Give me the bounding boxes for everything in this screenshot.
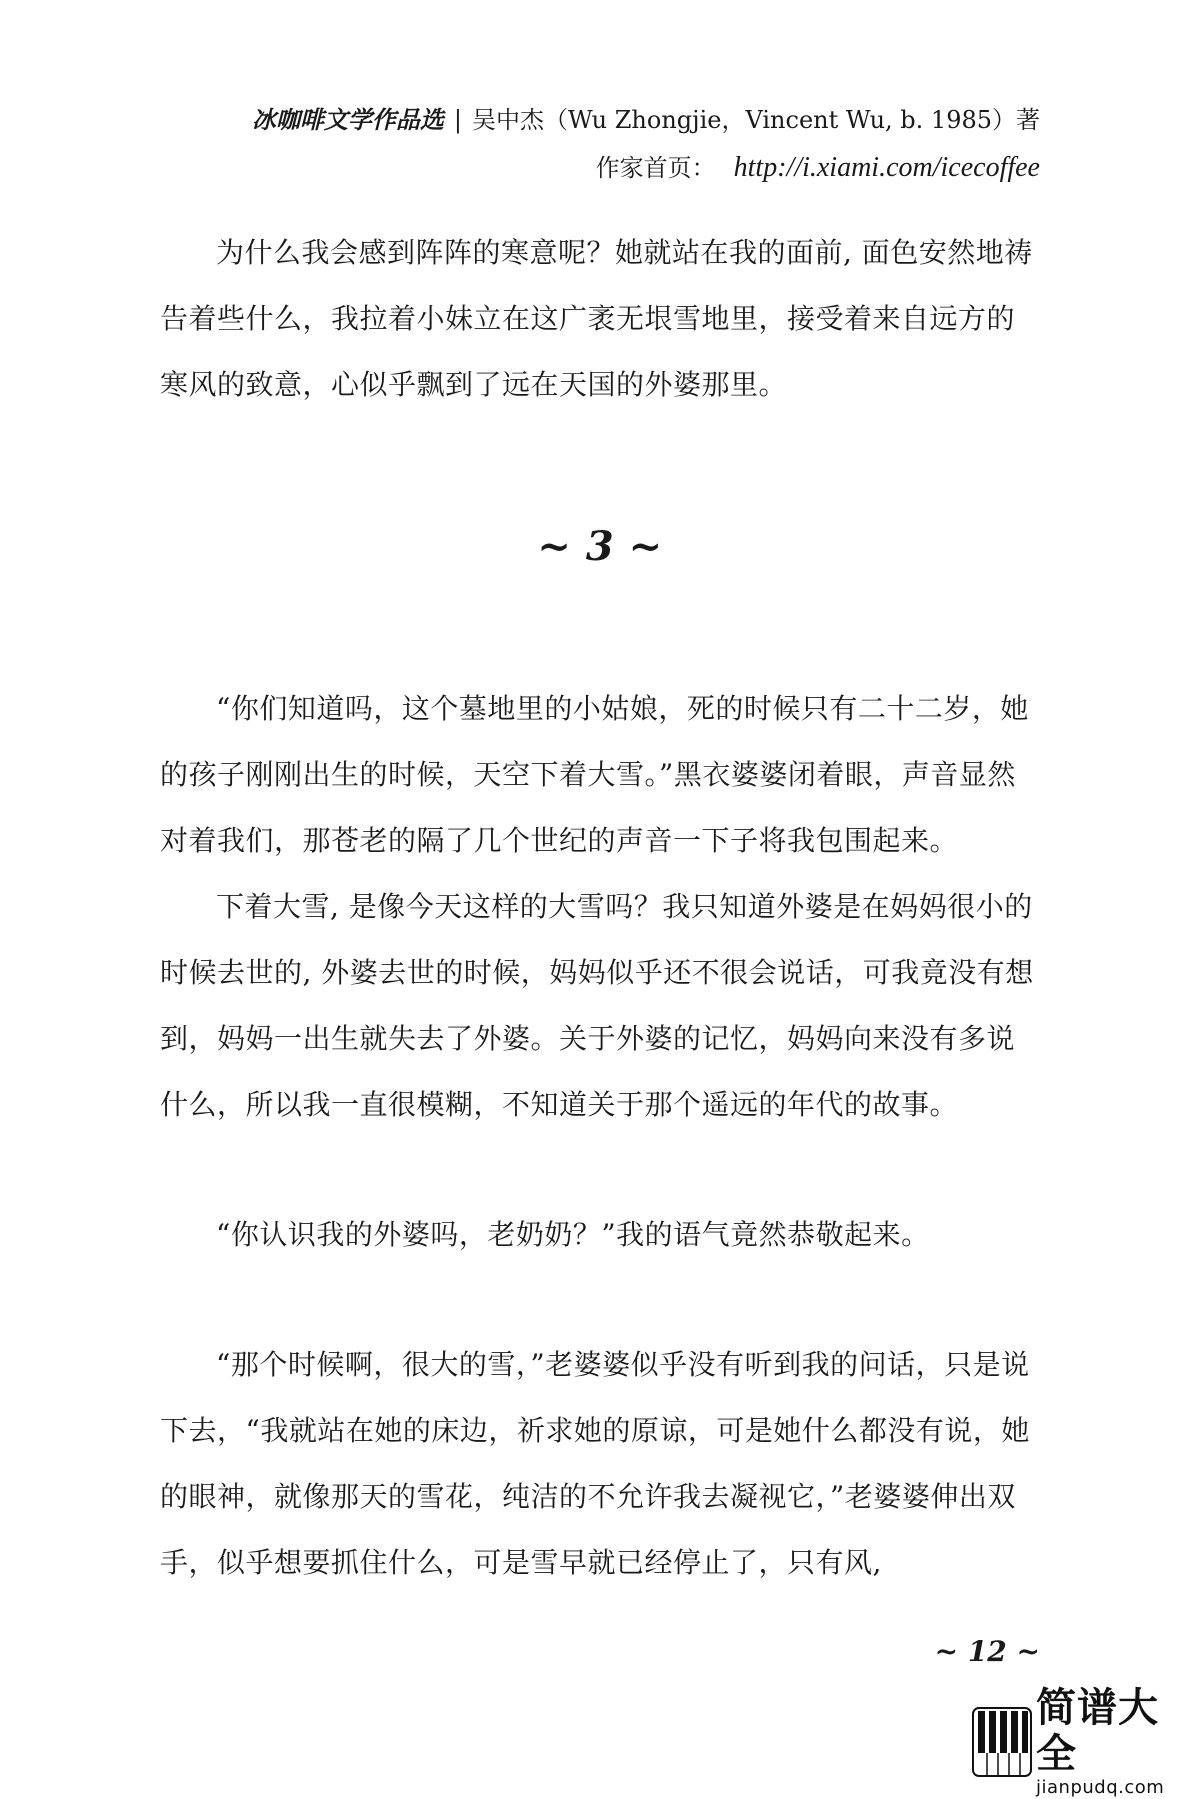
spacer (160, 580, 1040, 676)
homepage-label: 作家首页： (595, 154, 716, 182)
watermark-text (1036, 1685, 1196, 1799)
page-tilde-left: ~ (934, 1635, 959, 1668)
page-header (140, 96, 1040, 192)
page-number-value: 12 (967, 1635, 1007, 1668)
section-number: 3 (585, 523, 615, 570)
section-tilde-left: ~ (537, 523, 572, 570)
paragraph-1: 为什么我会感到阵阵的寒意呢？她就站在我的面前, 面色安然地祷告着些什么，我拉着小妹立在这广袤无垠雪地里，接受着来自远方的寒风的致意，心似乎飘到了远在天国的外婆那里。 (160, 236, 1033, 401)
collection-title: 冰咖啡文学作品选 (251, 105, 444, 134)
author-credit: 吴中杰（Wu Zhongjie，Vincent Wu, b. 1985）著 (471, 106, 1040, 134)
paragraph-4: “你认识我的外婆吗，老奶奶？”我的语气竟然恭敬起来。 (216, 1218, 930, 1251)
spacer (160, 1268, 1040, 1332)
page-number (935, 1632, 1040, 1672)
piano-keys-icon (972, 1707, 1032, 1777)
paragraph-5: “那个时候啊，很大的雪，”老婆婆似乎没有听到我的问话，只是说下去，“我就站在她的床边，祈求她的原谅，可是她什么都没有说，她的眼神，就像那天的雪花，纯洁的不允许我去凝视它，”老婆婆伸出双手，似乎想要抓住什么，可是雪早就已经停止了，只有风, (160, 1348, 1030, 1579)
header-separator: | (453, 106, 462, 134)
spacer (160, 1138, 1040, 1202)
watermark-site: jianpudq.com (1036, 1777, 1165, 1798)
section-heading (160, 514, 1040, 580)
page-body (160, 220, 1040, 1596)
homepage-url: http://i.xiami.com/icecoffee (733, 152, 1040, 183)
page-tilde-right: ~ (1016, 1635, 1040, 1668)
section-tilde-right: ~ (628, 523, 663, 570)
site-watermark (972, 1685, 1196, 1798)
spacer (160, 418, 1040, 514)
header-line-2 (140, 144, 1040, 192)
watermark-title: 简谱大全 (1036, 1685, 1159, 1777)
paragraph-2: “你们知道吗，这个墓地里的小姑娘，死的时候只有二十二岁，她的孩子刚刚出生的时候，天空下着大雪。”黑衣婆婆闭着眼，声音显然对着我们，那苍老的隔了几个世纪的声音一下子将我包围起来。 (160, 692, 1029, 857)
paragraph-3: 下着大雪, 是像今天这样的大雪吗？我只知道外婆是在妈妈很小的时候去世的, 外婆去世的时候，妈妈似乎还不很会说话，可我竟没有想到，妈妈一出生就失去了外婆。关于外婆的记忆，妈妈向来没有多说什么，所以我一直很模糊，不知道关于那个遥远的年代的故事。 (160, 890, 1034, 1121)
header-line-1 (140, 96, 1040, 144)
